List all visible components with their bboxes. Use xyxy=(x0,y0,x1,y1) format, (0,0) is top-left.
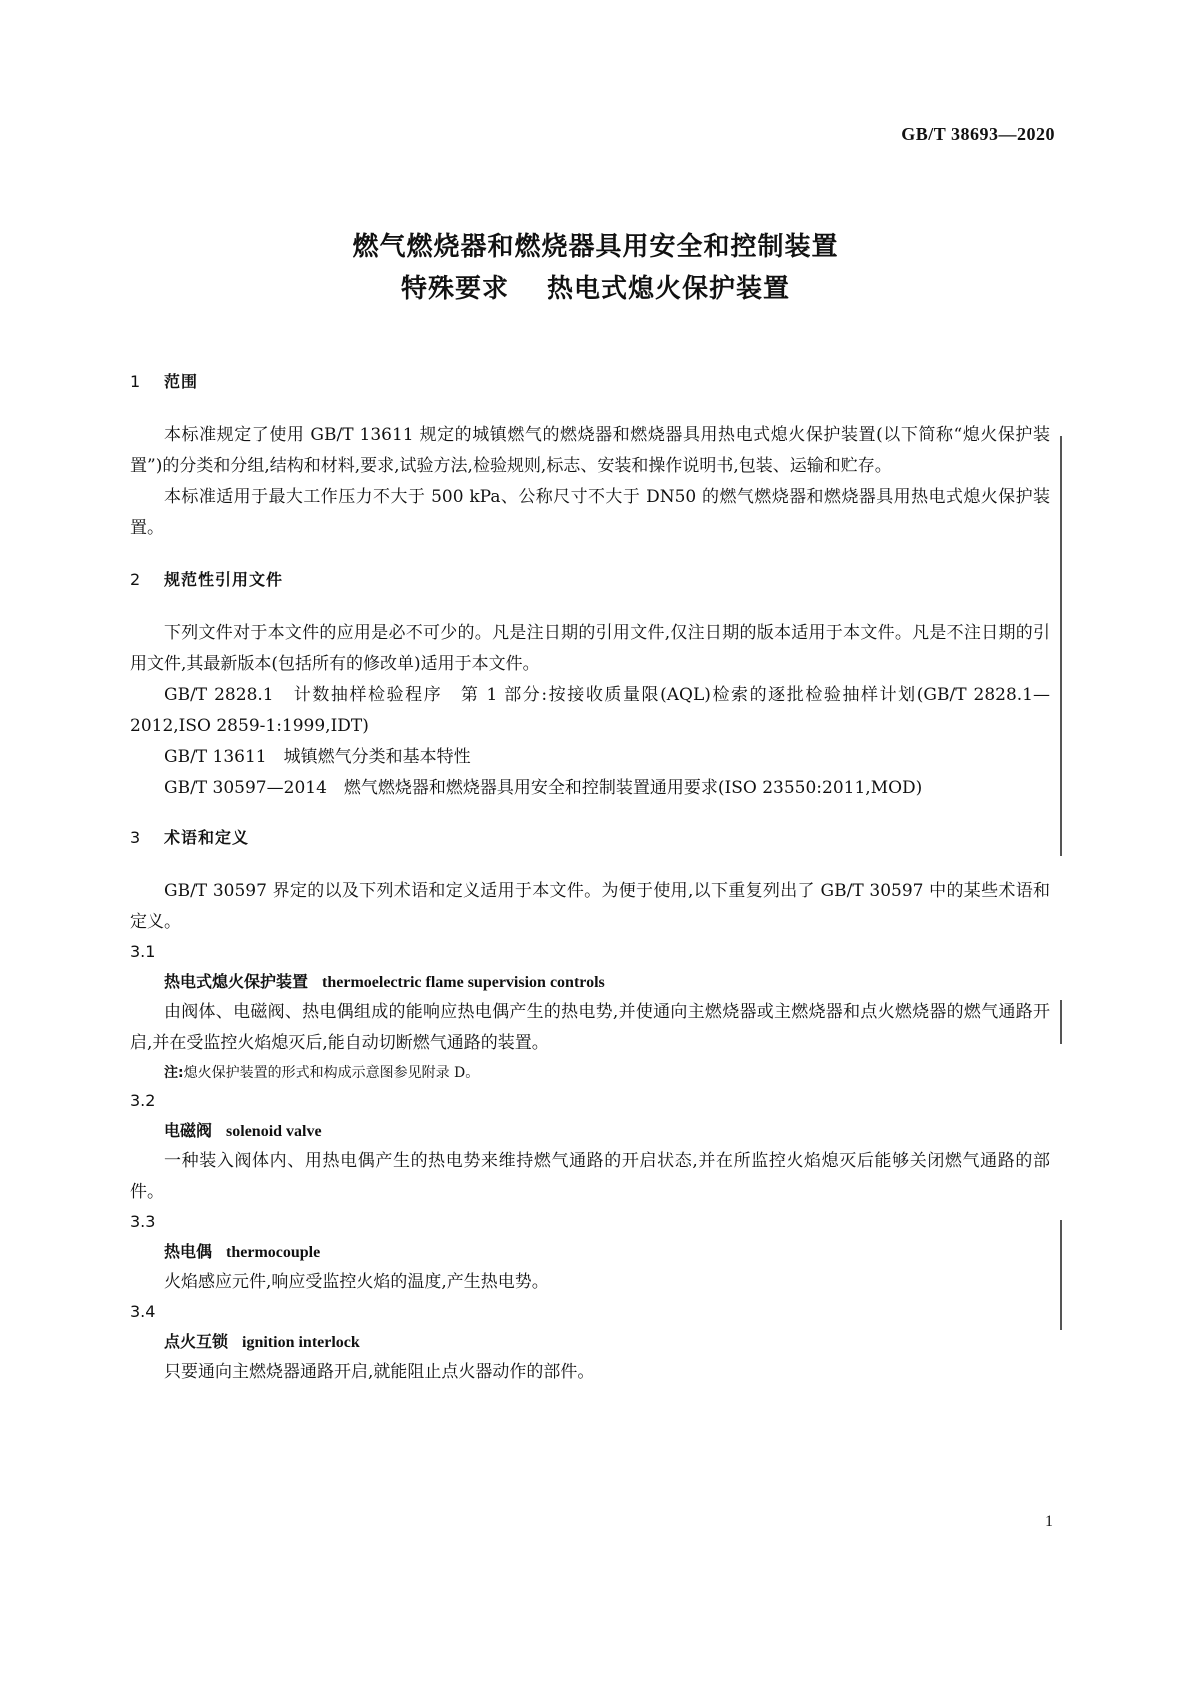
term-heading xyxy=(130,1236,1050,1267)
change-bar xyxy=(1060,436,1062,856)
section-heading-2 xyxy=(130,568,1050,592)
term-heading xyxy=(130,966,1050,997)
section-number: 2 xyxy=(130,570,141,589)
reference-item: GB/T 2828.1 计数抽样检验程序 第 1 部分:按接收质量限(AQL)检索的逐批检验抽样计划(GB/T 2828.1—2012,ISO 2859-1:1999,IDT) xyxy=(130,685,1050,736)
section-number: 1 xyxy=(130,372,141,391)
change-bar xyxy=(1060,1220,1062,1330)
document-body xyxy=(130,370,1050,1388)
title-line-2-part-2: 热电式熄火保护装置 xyxy=(547,274,791,304)
term-note xyxy=(130,1059,1050,1087)
term-en: solenoid valve xyxy=(226,1123,322,1140)
term-definition: 只要通向主燃烧器通路开启,就能阻止点火器动作的部件。 xyxy=(164,1362,595,1382)
note-label: 注: xyxy=(164,1065,184,1081)
title-line-2 xyxy=(0,268,1191,310)
scope-paragraph: 本标准规定了使用 GB/T 13611 规定的城镇燃气的燃烧器和燃烧器具用热电式熄火保护装置(以下简称“熄火保护装置”)的分类和分组,结构和材料,要求,试验方法,检验规则,标志、安装和操作说明书,包装、运输和贮存。 xyxy=(130,425,1050,476)
terms-intro-paragraph: GB/T 30597 界定的以及下列术语和定义适用于本文件。为便于使用,以下重复列出了 GB/T 30597 中的某些术语和定义。 xyxy=(130,881,1050,932)
term-heading xyxy=(130,1326,1050,1357)
references-intro-paragraph: 下列文件对于本文件的应用是必不可少的。凡是注日期的引用文件,仅注日期的版本适用于本文件。凡是不注日期的引用文件,其最新版本(包括所有的修改单)适用于本文件。 xyxy=(130,623,1050,674)
section-number: 3 xyxy=(130,828,141,847)
section-title: 范围 xyxy=(164,372,199,391)
term-number: 3.4 xyxy=(130,1302,156,1321)
reference-item: GB/T 30597—2014 燃气燃烧器和燃烧器具用安全和控制装置通用要求(ISO 23550:2011,MOD) xyxy=(164,778,923,798)
term-zh: 电磁阀 xyxy=(164,1121,213,1140)
term-number: 3.2 xyxy=(130,1091,156,1110)
section-title: 规范性引用文件 xyxy=(164,570,284,589)
term-number: 3.1 xyxy=(130,942,156,961)
page-number: 1 xyxy=(1045,1513,1053,1530)
term-zh: 热电式熄火保护装置 xyxy=(164,972,309,991)
term-heading xyxy=(130,1115,1050,1146)
section-title: 术语和定义 xyxy=(164,828,250,847)
term-number: 3.3 xyxy=(130,1212,156,1231)
term-definition: 一种装入阀体内、用热电偶产生的热电势来维持燃气通路的开启状态,并在所监控火焰熄灭后能够关闭燃气通路的部件。 xyxy=(130,1151,1050,1202)
document-title xyxy=(0,226,1191,310)
title-line-1: 燃气燃烧器和燃烧器具用安全和控制装置 xyxy=(352,232,839,262)
note-text: 熄火保护装置的形式和构成示意图参见附录 D。 xyxy=(183,1065,480,1081)
scope-paragraph: 本标准适用于最大工作压力不大于 500 kPa、公称尺寸不大于 DN50 的燃气燃烧器和燃烧器具用热电式熄火保护装置。 xyxy=(130,487,1050,538)
change-bar xyxy=(1060,1000,1062,1044)
term-zh: 点火互锁 xyxy=(164,1332,229,1351)
section-heading-3 xyxy=(130,826,1050,850)
section-heading-1 xyxy=(130,370,1050,394)
term-definition: 火焰感应元件,响应受监控火焰的温度,产生热电势。 xyxy=(164,1272,549,1292)
term-definition: 由阀体、电磁阀、热电偶组成的能响应热电偶产生的热电势,并使通向主燃烧器或主燃烧器和点火燃烧器的燃气通路开启,并在受监控火焰熄灭后,能自动切断燃气通路的装置。 xyxy=(130,1002,1050,1053)
term-zh: 热电偶 xyxy=(164,1242,213,1261)
standard-code: GB/T 38693—2020 xyxy=(901,124,1055,144)
term-en: thermocouple xyxy=(226,1244,321,1261)
reference-item: GB/T 13611 城镇燃气分类和基本特性 xyxy=(164,747,471,767)
title-line-2-part-1: 特殊要求 xyxy=(400,274,509,304)
term-en: ignition interlock xyxy=(242,1334,360,1351)
term-en: thermoelectric flame supervision controls xyxy=(322,974,605,991)
